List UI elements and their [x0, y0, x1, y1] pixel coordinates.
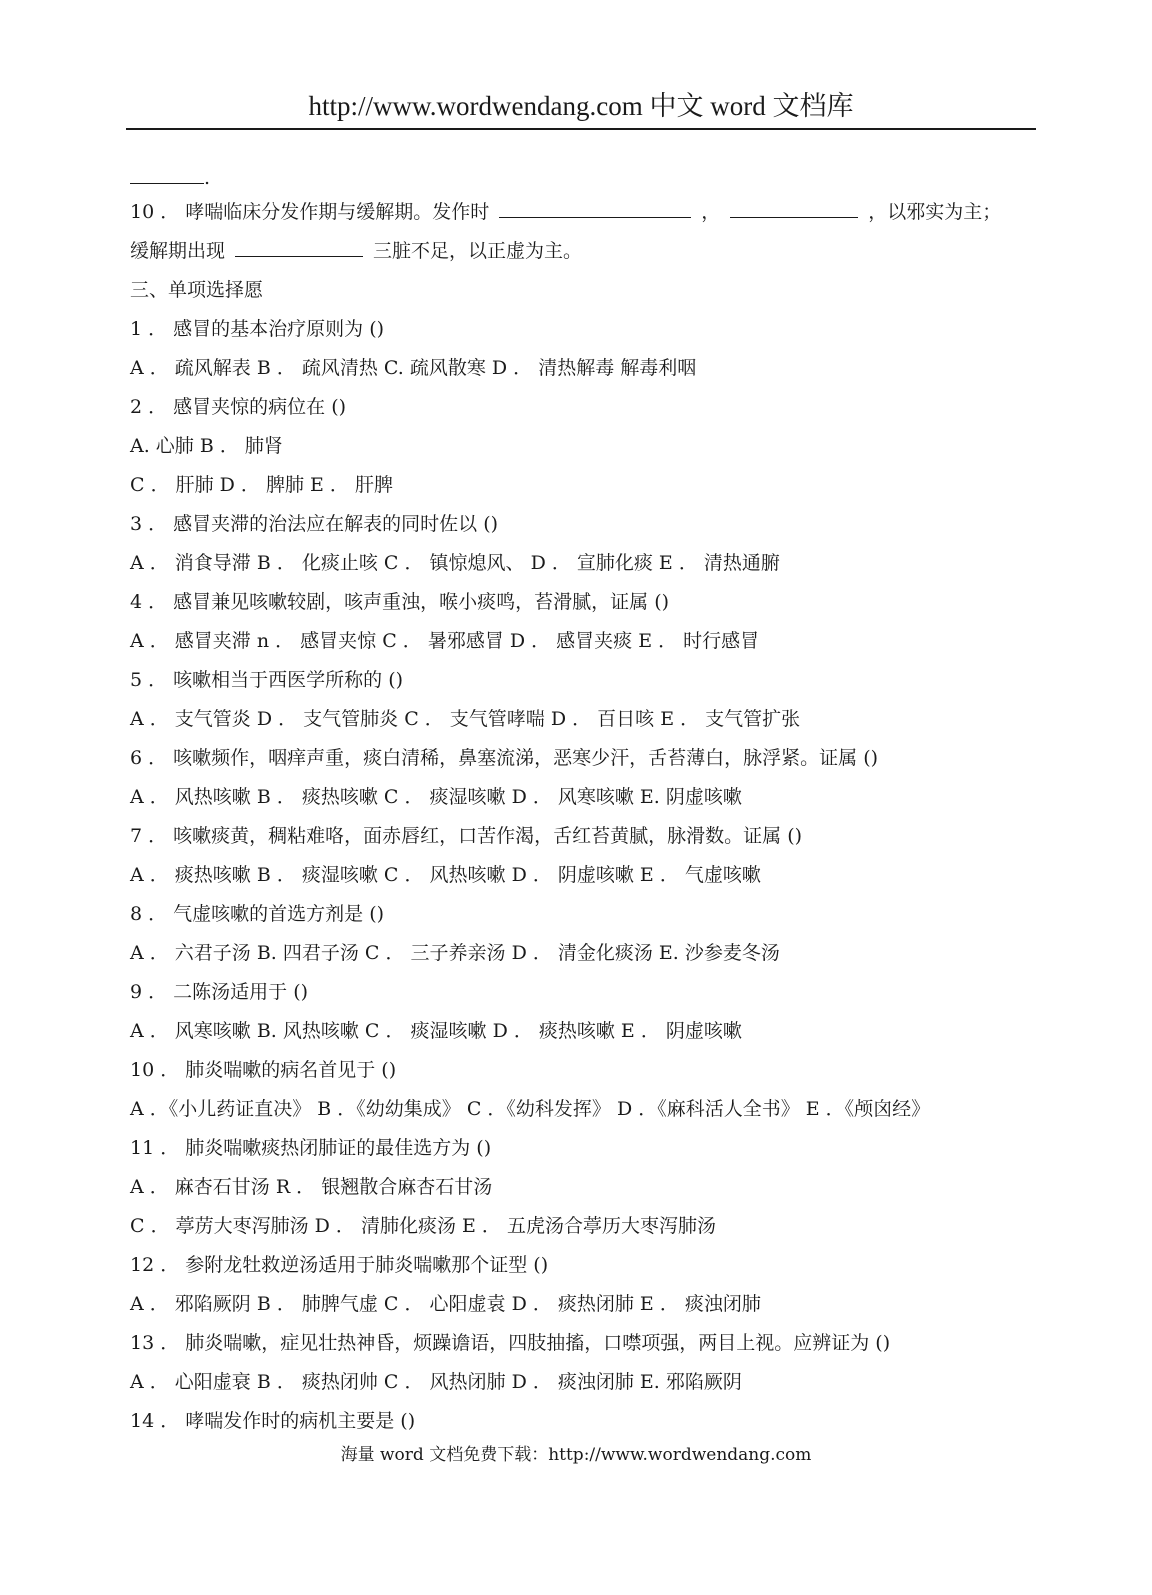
- question-10-separator: ，: [701, 201, 721, 223]
- text-line: 12 ． 参附龙牡救逆汤适用于肺炎喘嗽那个证型 (): [130, 1254, 549, 1276]
- answer-blank: [499, 195, 691, 218]
- text-line: A ． 疏风解表 B ． 疏风清热 C. 疏风散寒 D ． 清热解毒 解毒利咽: [130, 357, 697, 379]
- answer-blank: [235, 234, 363, 257]
- text-line: C ． 肝肺 D ． 脾肺 E ． 肝脾: [130, 474, 393, 496]
- question-10b-prefix: 缓解期出现: [130, 240, 226, 262]
- text-line: A ． 邪陷厥阴 B ． 肺脾气虚 C ． 心阳虚袁 D ． 痰热闭肺 E ． 痰浊闭肺: [130, 1293, 761, 1315]
- text-line: 8 ． 气虚咳嗽的首选方剂是 (): [130, 903, 385, 925]
- text-line: A ．《小儿药证直决》 B ．《幼幼集成》 C ．《幼科发挥》 D ．《麻科活人全书》 E ．《颅囟经》: [130, 1098, 931, 1120]
- text-line: C ． 葶苈大枣泻肺汤 D ． 清肺化痰汤 E ． 五虎汤合葶历大枣泻肺汤: [130, 1215, 716, 1237]
- text-line: 5 ． 咳嗽相当于西医学所称的 (): [130, 669, 404, 691]
- header-divider: [126, 128, 1036, 130]
- text-line: 2 ． 感冒夹惊的病位在 (): [130, 396, 347, 418]
- question-list: [130, 271, 1060, 1441]
- text-line: A ． 风热咳嗽 B ． 痰热咳嗽 C ． 痰湿咳嗽 D ． 风寒咳嗽 E. 阴虚咳嗽: [130, 786, 742, 808]
- text-line: A ． 消食导滞 B ． 化痰止咳 C ． 镇惊熄风、 D ． 宣肺化痰 E ． 清热通腑: [130, 552, 780, 574]
- text-line: 4 ． 感冒兼见咳嗽较剧，咳声重浊，喉小痰鸣，苔滑腻，证属 (): [130, 591, 670, 613]
- fill-blank-question-10-continued: [130, 232, 1060, 271]
- fragment-period: .: [204, 167, 211, 189]
- text-line: A ． 心阳虚衰 B ． 痰热闭帅 C ． 风热闭肺 D ． 痰浊闭肺 E. 邪陷厥阴: [130, 1371, 742, 1393]
- question-10-prefix: 10 ． 哮喘临床分发作期与缓解期。发作时: [130, 201, 490, 223]
- text-line: A ． 感冒夹滞 n ． 感冒夹惊 C ． 暑邪感冒 D ． 感冒夹痰 E ． 时行感冒: [130, 630, 760, 652]
- answer-blank-fragment: [130, 165, 210, 190]
- text-line: 14 ． 哮喘发作时的病机主要是 (): [130, 1410, 416, 1432]
- text-line: 11 ． 肺炎喘嗽痰热闭肺证的最佳选方为 (): [130, 1137, 492, 1159]
- text-line: 13 ． 肺炎喘嗽，症见壮热神昏，烦躁谵语，四肢抽搐，口噤项强，两目上视。应辨证为 (): [130, 1332, 891, 1354]
- text-line: A ． 痰热咳嗽 B ． 痰湿咳嗽 C ． 风热咳嗽 D ． 阴虚咳嗽 E ． 气虚咳嗽: [130, 864, 761, 886]
- page-footer: 海量 word 文档免费下载：http://www.wordwendang.com: [340, 1445, 812, 1465]
- text-line: 6 ． 咳嗽频作，咽痒声重，痰白清稀，鼻塞流涕，恶寒少汗，舌苔薄白，脉浮紧。证属 (): [130, 747, 879, 769]
- text-line: 10 ． 肺炎喘嗽的病名首见于 (): [130, 1059, 397, 1081]
- section-heading: 三、单项选择愿: [130, 279, 264, 301]
- fill-blank-question-10: [130, 193, 1060, 232]
- text-line: 9 ． 二陈汤适用于 (): [130, 981, 309, 1003]
- answer-blank: [730, 195, 858, 218]
- answer-blank: [130, 165, 204, 184]
- text-line: 3 ． 感冒夹滞的治法应在解表的同时佐以 (): [130, 513, 499, 535]
- text-line: 1 ． 感冒的基本治疗原则为 (): [130, 318, 385, 340]
- text-line: A ． 六君子汤 B. 四君子汤 C ． 三子养亲汤 D ． 清金化痰汤 E. 沙参麦冬汤: [130, 942, 780, 964]
- page-header-title: http://www.wordwendang.com 中文 word 文档库: [308, 91, 854, 121]
- text-line: 7 ． 咳嗽痰黄，稠粘难咯，面赤唇红，口苦作渴，舌红苔黄腻，脉滑数。证属 (): [130, 825, 803, 847]
- document-body: [130, 193, 1060, 1441]
- question-10-suffix: ，以邪实为主；: [868, 201, 1002, 223]
- text-line: A ． 风寒咳嗽 B. 风热咳嗽 C ． 痰湿咳嗽 D ． 痰热咳嗽 E ． 阴虚咳嗽: [130, 1020, 742, 1042]
- text-line: A ． 麻杏石甘汤 R ． 银翘散合麻杏石甘汤: [130, 1176, 493, 1198]
- question-10b-suffix: 三脏不足，以正虚为主。: [373, 240, 583, 262]
- text-line: A ． 支气管炎 D ． 支气管肺炎 C ． 支气管哮喘 D ． 百日咳 E ． 支气管扩张: [130, 708, 801, 730]
- text-line: A. 心肺 B ． 肺肾: [130, 435, 283, 457]
